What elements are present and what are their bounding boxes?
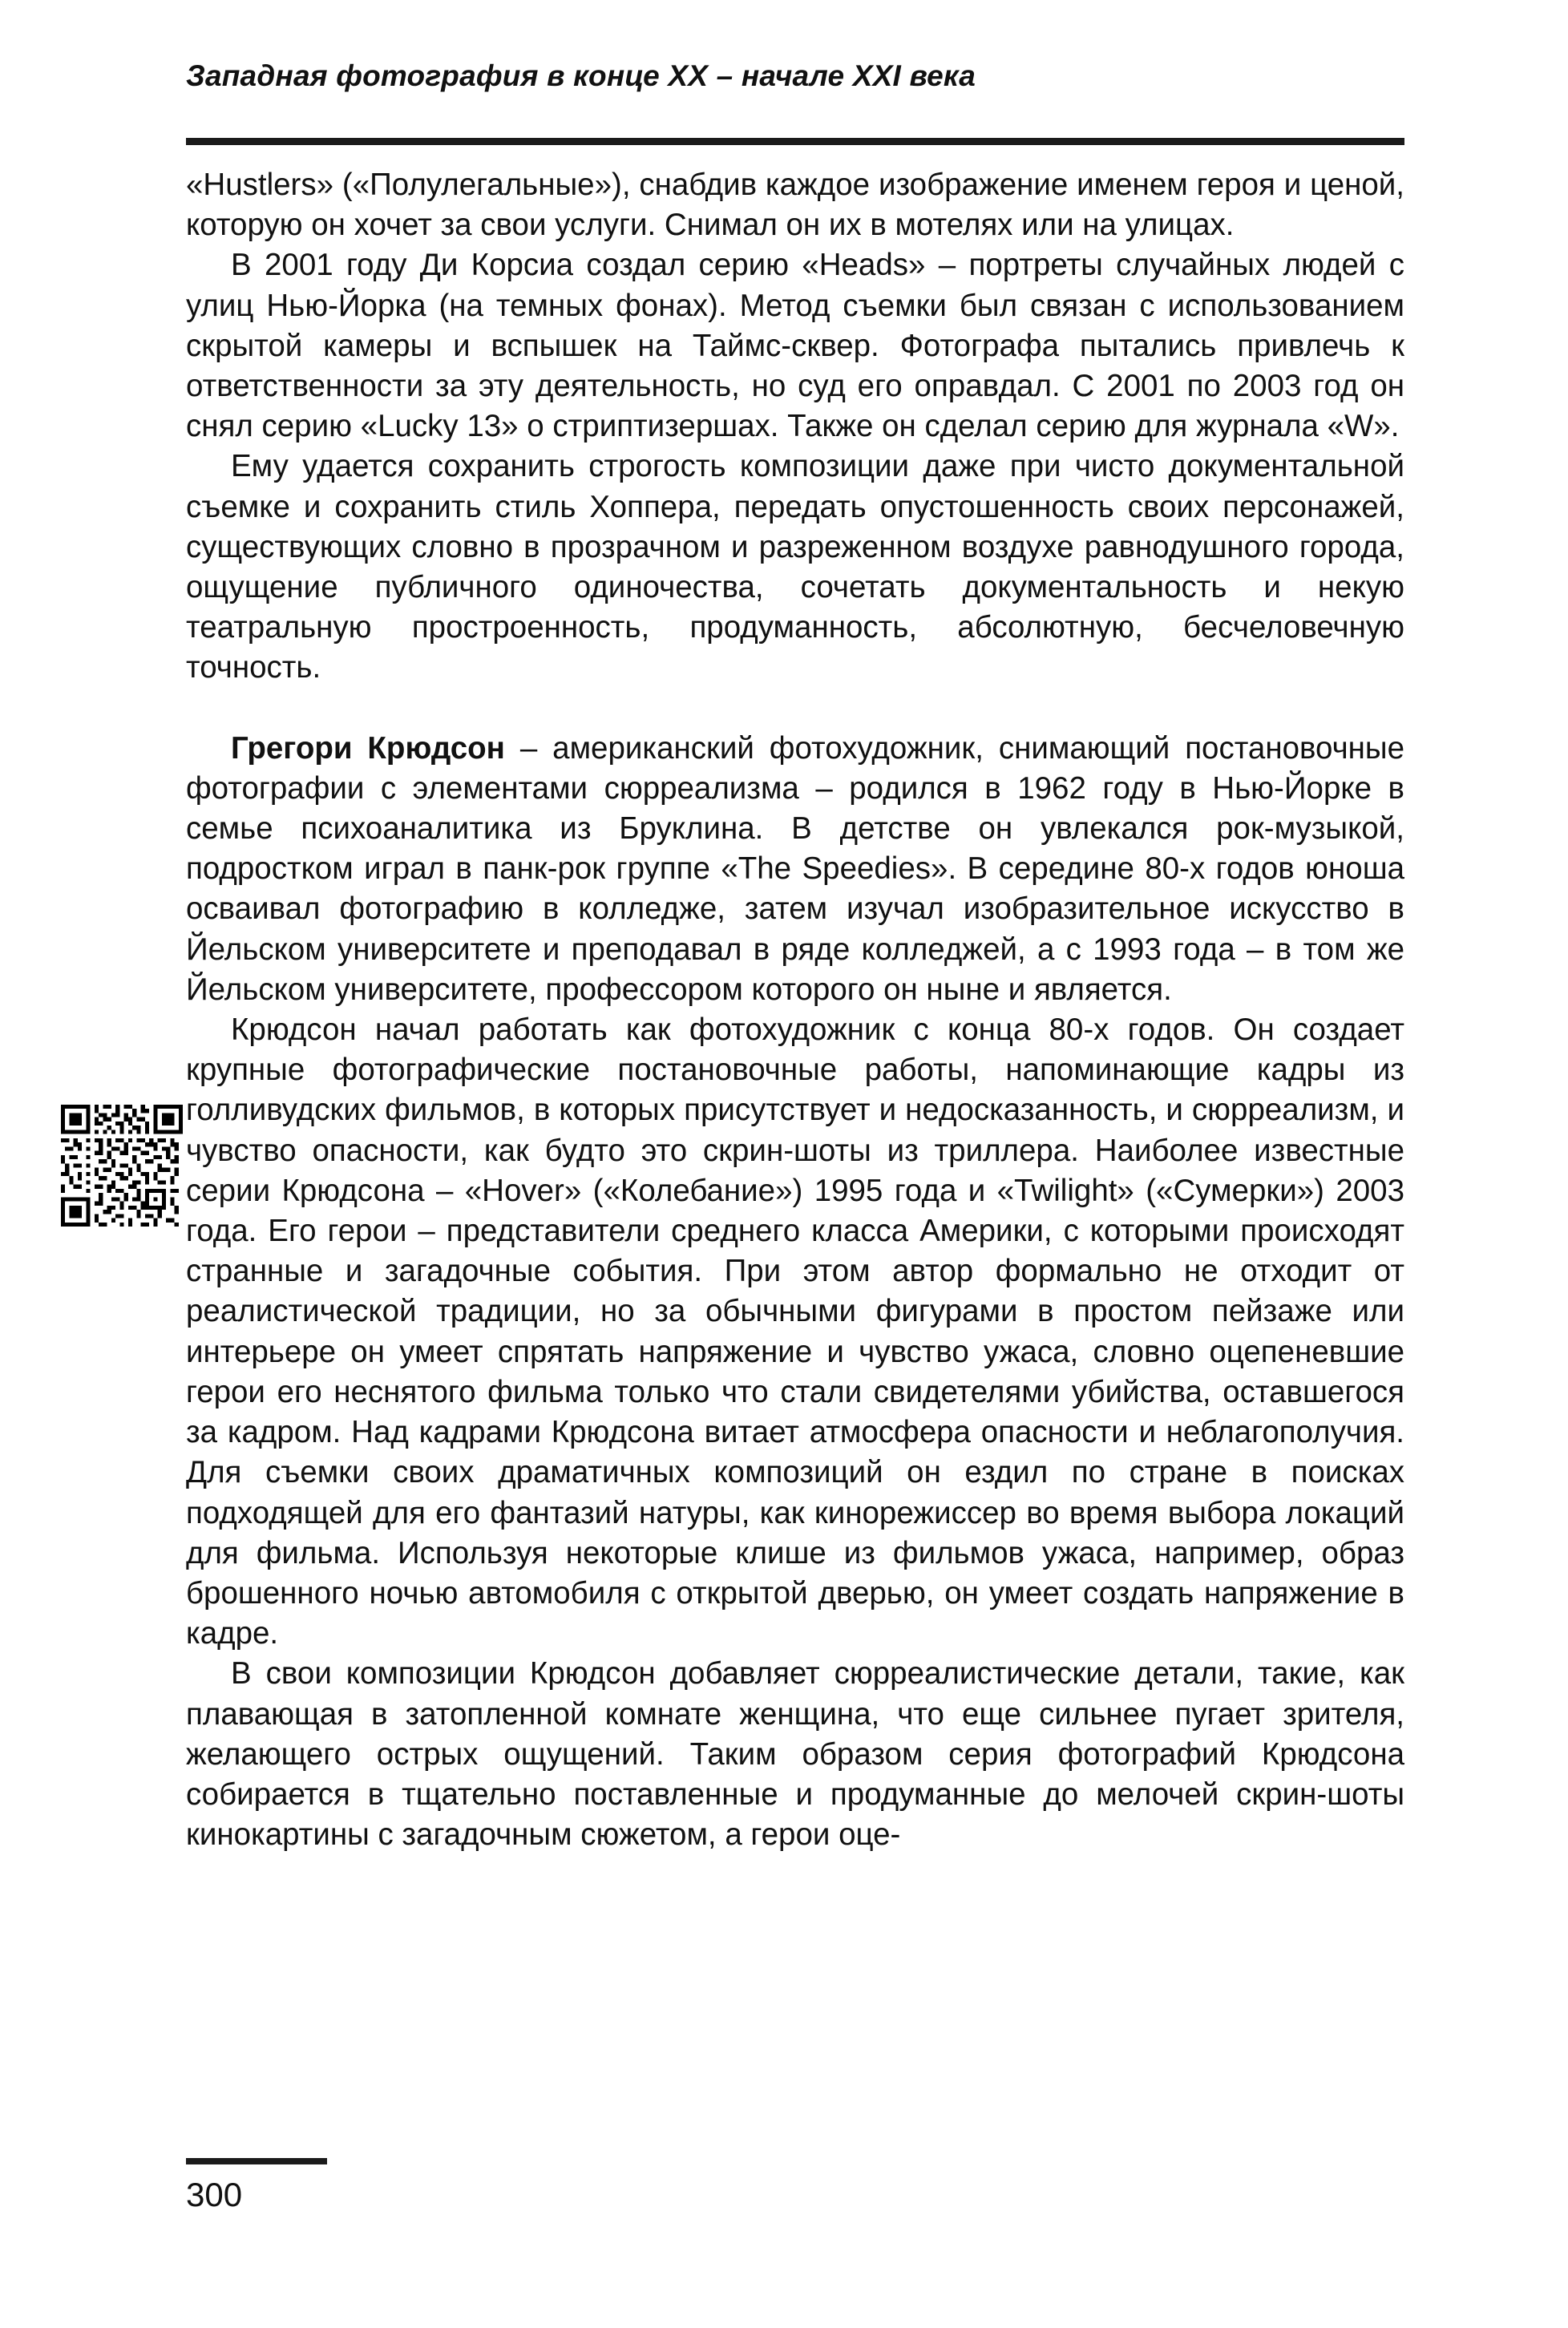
paragraph bbox=[186, 1010, 1404, 1654]
paragraph-text: Ему удается сохранить строгость композиции даже при чисто документальной съемке и сохранить стиль Хоппера, передать опустошенность своих персонажей, существующих словно в прозрачном и разреженном воздухе равнодушного города, ощущение публичного одиночества, сочетать документальность и некую театральную простроенность, продуманность, абсолютную, бесчеловечную точность. bbox=[186, 449, 1404, 685]
paragraph-crewdson-intro bbox=[186, 729, 1404, 1010]
paragraph bbox=[186, 447, 1404, 688]
paragraph-text: «Hustlers» («Полулегальные»), снабдив каждое изображение именем героя и ценой, которую он хочет за свои услуги. Снимал он их в мотелях или на улицах. bbox=[186, 168, 1404, 243]
page-number: 300 bbox=[186, 2176, 243, 2213]
paragraph bbox=[186, 245, 1404, 447]
paragraph bbox=[186, 1654, 1404, 1855]
footer-rule bbox=[186, 2158, 327, 2164]
header-rule bbox=[186, 138, 1404, 145]
body-text-block bbox=[186, 165, 1404, 1855]
paragraph-text: В 2001 году Ди Корсиа создал серию «Heads» – портреты случайных людей с улиц Нью-Йорка (на темных фонах). Метод съемки был связан с использованием скрытой камеры и вспышек на Таймс-сквер. Фотографа пытались привлечь к ответственности за эту деятельность, но суд его оправдал. С 2001 по 2003 год он снял серию «Lucky 13» о стриптизершах. Также он сделал серию для журнала «W». bbox=[186, 248, 1404, 444]
qr-code-icon bbox=[61, 1105, 183, 1227]
paragraph-text: – американский фотохудожник, снимающий постановочные фотографии с элементами сюрреализма – родился в 1962 году в Нью-Йорке в семье психоаналитика из Бруклина. В детстве он увлекался рок-музыкой, подростком играл в панк-рок группе «The Speedies». В середине 80-х годов юноша осваивал фотографию в колледже, затем изучал изобразительное искусство в Йельском университете и преподавал в ряде колледжей, а с 1993 года – в том же Йельском университете, профессором которого он ныне и является. bbox=[186, 730, 1404, 1007]
running-header: Западная фотография в конце XX – начале XXI века bbox=[186, 59, 976, 92]
bold-lead-in-name: Грегори Крюдсон bbox=[231, 730, 505, 766]
paragraph-text: В свои композиции Крюдсон добавляет сюрреалистические детали, такие, как плавающая в затопленной комнате женщина, что еще сильнее пугает зрителя, желающего острых ощущений. Таким образом серия фотографий Крюдсона собирается в тщательно поставленные и продуманные до мелочей скрин-шоты кинокартины с загадочным сюжетом, а герои оце- bbox=[186, 1656, 1404, 1853]
paragraph-text: Крюдсон начал работать как фотохудожник с конца 80-х годов. Он создает крупные фотографические постановочные работы, напоминающие кадры из голливудских фильмов, в которых присутствует и недосказанность, и сюрреализм, и чувство опасности, как будто это скрин-шоты из триллера. Наиболее известные серии Крюдсона – «Hover» («Колебание») 1995 года и «Twilight» («Сумерки») 2003 года. Его герои – представители среднего класса Америки, с которыми происходят странные и загадочные события. При этом автор формально не отходит от реалистической традиции, но за обычными фигурами в простом пейзаже или интерьере он умеет спрятать напряжение и чувство ужаса, словно оцепеневшие герои его неснятого фильма только что стали свидетелями убийства, оставшегося за кадром. Над кадрами Крюдсона витает атмосфера опасности и неблагополучия. Для съемки своих драматичных композиций он ездил по стране в поисках подходящей для его фантазий натуры, как кинорежиссер во время выбора локаций для фильма. Используя некоторые клише из фильмов ужаса, например, образ брошенного ночью автомобиля с открытой дверью, он умеет создать напряжение в кадре. bbox=[186, 1012, 1404, 1651]
paragraph bbox=[186, 165, 1404, 245]
